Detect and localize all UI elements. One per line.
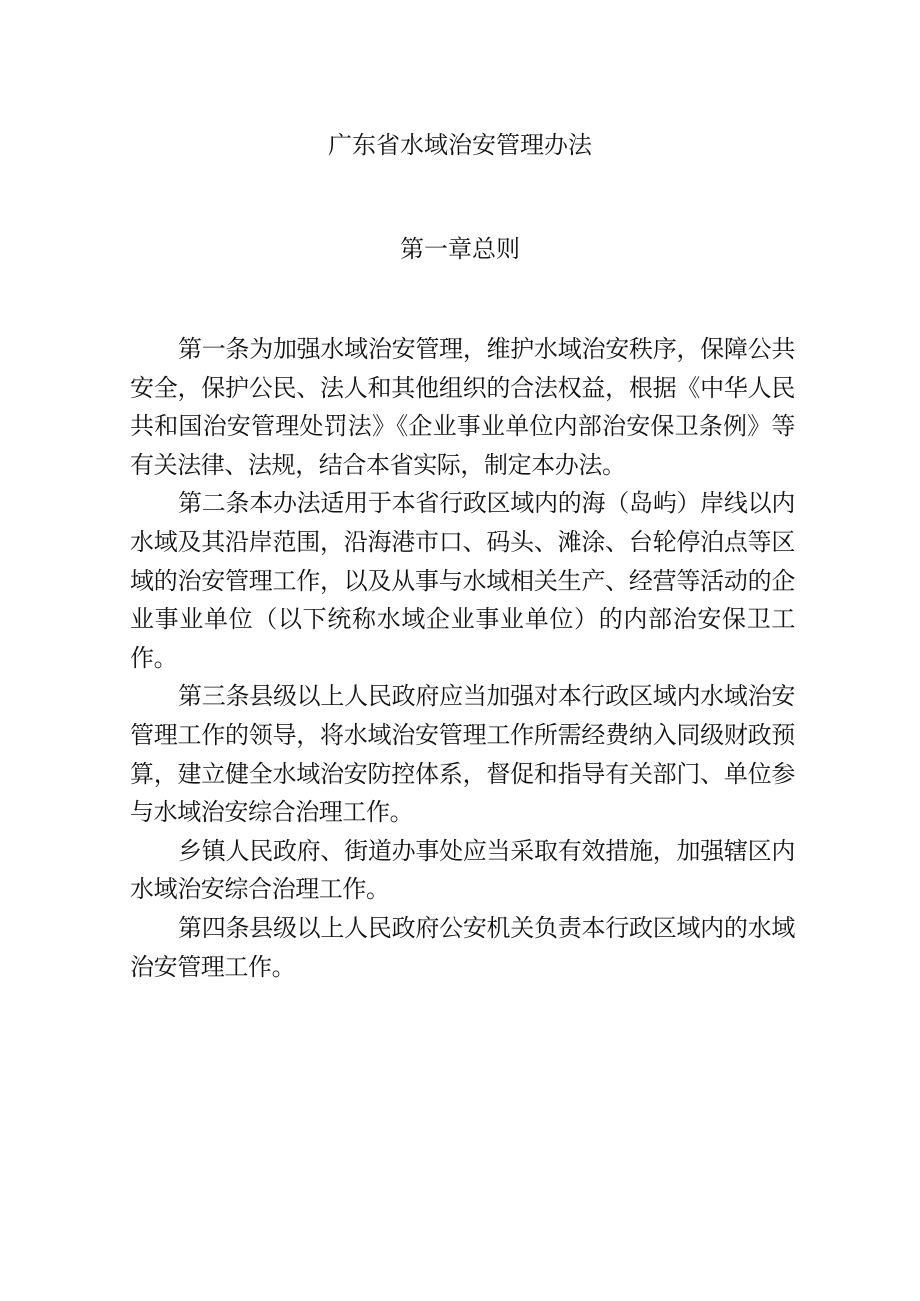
- document-title: 广东省水域治安管理办法: [328, 131, 592, 159]
- chapter-heading: 第一章总则: [400, 235, 520, 263]
- article-2-paragraph: 第二条本办法适用于本省行政区域内的海（岛屿）岸线以内水域及其沿岸范围，沿海港市口、码头、滩涂、台轮停泊点等区域的治安管理工作，以及从事与水域相关生产、经营等活动的企业事业单位（以下统称水域企业事业单位）的内部治安保卫工作。: [130, 489, 795, 672]
- article-3-subparagraph: 乡镇人民政府、街道办事处应当采取有效措施，加强辖区内水域治安综合治理工作。: [130, 836, 795, 904]
- article-1-paragraph: 第一条为加强水域治安管理，维护水域治安秩序，保障公共安全，保护公民、法人和其他组织的合法权益，根据《中华人民共和国治安管理处罚法》《企业事业单位内部治安保卫条例》等有关法律、法规，结合本省实际，制定本办法。: [130, 335, 795, 479]
- document-body: [130, 330, 795, 986]
- article-4-paragraph: 第四条县级以上人民政府公安机关负责本行政区域内的水域治安管理工作。: [130, 913, 795, 981]
- article-3-paragraph: 第三条县级以上人民政府应当加强对本行政区域内水域治安管理工作的领导，将水域治安管理工作所需经费纳入同级财政预算，建立健全水域治安防控体系，督促和指导有关部门、单位参与水域治安综合治理工作。: [130, 682, 795, 827]
